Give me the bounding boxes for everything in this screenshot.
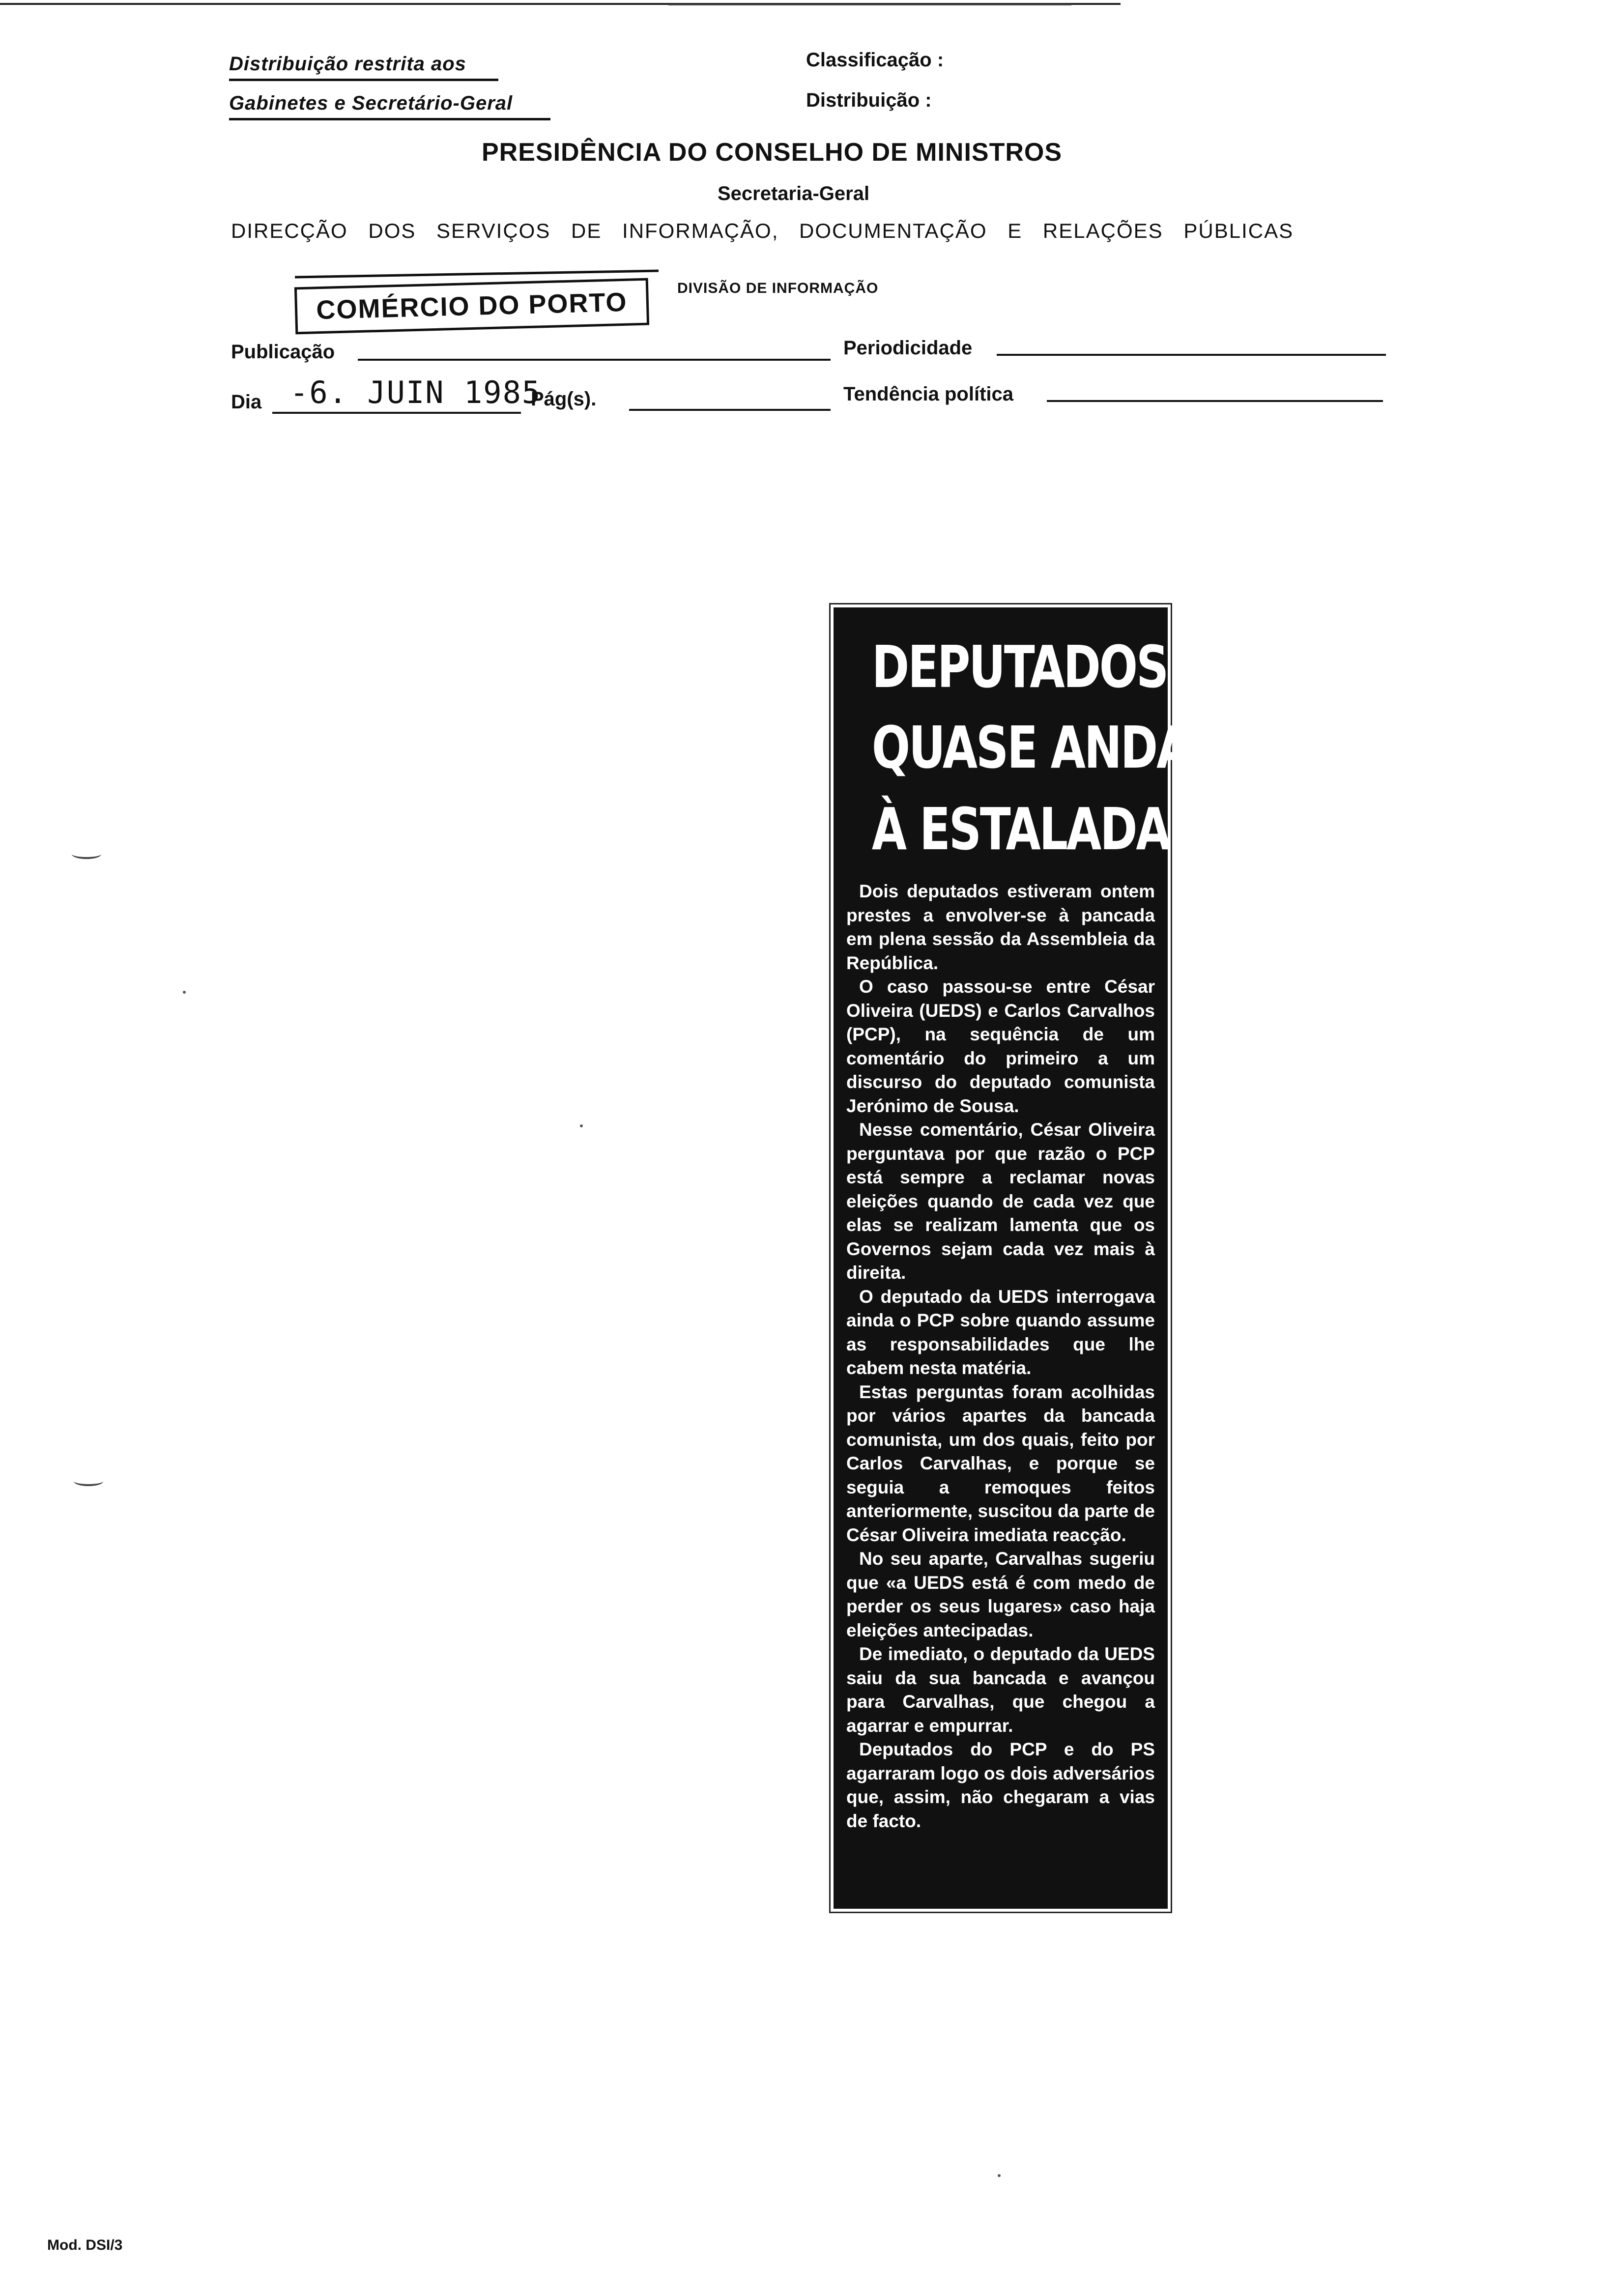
article-paragraph: Nesse comentário, César Oliveira perguntava por que razão o PCP está sempre a reclamar novas eleições quando de cada vez que elas se realizam lamenta que os Governos sejam cada vez mais à direita. [846,1119,1155,1283]
scan-mark [74,1476,103,1486]
headline-line-3: À ESTALADA [871,795,1170,863]
pags-label: Pág(s). [531,388,597,410]
article-paragraph: Dois deputados estiveram ontem prestes a envolver-se à pancada em plena sessão da Assembleia da República. [846,881,1155,973]
article-paragraph: Estas perguntas foram acolhidas por vários apartes da bancada comunista, um dos quais, feito por Carlos Carvalhas, e porque se seguia a remoques feitos anteriormente, suscitou da parte de César Oliveira imediata reacção. [846,1381,1155,1545]
form-model-code: Mod. DSI/3 [47,2237,123,2253]
distribution-line-1: Distribuição restrita aos [229,53,466,75]
article-paragraph: No seu aparte, Carvalhas sugeriu que «a UEDS está é com medo de perder os seus lugares» caso haja eleições antecipadas. [846,1549,1155,1640]
article-paragraph: Deputados do PCP e do PS agarraram logo os dois adversários que, assim, não chegaram a vias de facto. [846,1739,1155,1831]
dia-label: Dia [231,391,262,413]
periodicidade-field-line [997,354,1386,356]
publicacao-label: Publicação [231,341,335,363]
classificacao-label: Classificação : [806,49,944,71]
periodicidade-label: Periodicidade [843,337,973,359]
scan-speck [998,2174,1001,2177]
article-paragraph: O caso passou-se entre César Oliveira (UEDS) e Carlos Carvalhos (PCP), na sequência de um comentário do primeiro a um discurso do deputado comunista Jerónimo de Sousa. [846,976,1155,1116]
newspaper-stamp: COMÉRCIO DO PORTO [294,278,649,335]
headline-line-2: QUASE ANDARAM [871,714,1300,781]
newspaper-clipping [834,607,1300,1909]
direccao-line: DIRECÇÃO DOS SERVIÇOS DE INFORMAÇÃO, DOCUMENTAÇÃO E RELAÇÕES PÚBLICAS [231,219,1294,242]
tendencia-label: Tendência política [843,383,1013,405]
pags-field-line [629,409,831,411]
scan-speck [183,991,186,994]
scan-speck [580,1124,583,1127]
distribution-underline-1 [229,79,498,81]
distribution-line-2: Gabinetes e Secretário-Geral [229,92,513,114]
page-subtitle: Secretaria-Geral [718,183,870,204]
scan-mark [72,849,101,859]
article-paragraph: De imediato, o deputado da UEDS saiu da sua bancada e avançou para Carvalhas, que chegou a agarrar e empurrar. [846,1644,1155,1736]
tendencia-field-line [1047,400,1383,402]
publicacao-field-line [358,359,831,361]
headline-line-1: DEPUTADOS [871,633,1168,701]
article-body [846,880,1155,1833]
top-scan-edge-2 [668,4,1071,5]
dia-field-line [272,412,521,414]
page-title: PRESIDÊNCIA DO CONSELHO DE MINISTROS [482,138,1063,167]
divisao-label: DIVISÃO DE INFORMAÇÃO [677,280,879,296]
distribuicao-label: Distribuição : [806,89,932,111]
dia-value: -6. JUIN 1985 [290,374,542,410]
distribution-underline-2 [229,118,550,120]
stamp-top-rule [295,270,659,279]
article-paragraph: O deputado da UEDS interrogava ainda o PCP sobre quando assume as responsabilidades que lhe cabem nesta matéria. [846,1286,1155,1378]
